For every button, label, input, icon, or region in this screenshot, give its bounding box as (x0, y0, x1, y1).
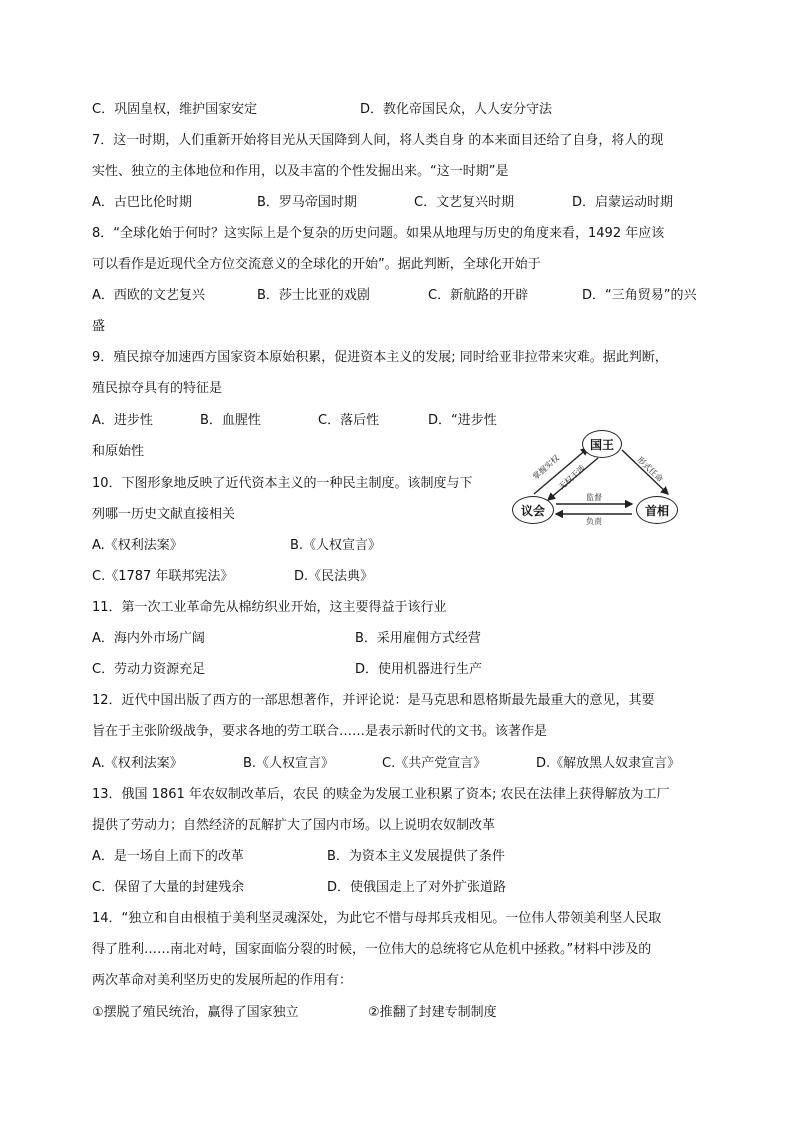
q11-option-a: A．海内外市场广阔 (92, 631, 205, 646)
q12-option-a: A.《权利法案》 (92, 756, 183, 771)
q9-option-d-continued: 和原始性 (92, 444, 145, 459)
q7-option-d: D．启蒙运动时期 (572, 195, 674, 210)
q8-option-a: A．西欧的文艺复兴 (92, 288, 205, 303)
constitutional-monarchy-diagram (512, 428, 704, 528)
q12-option-b: B.《人权宣言》 (243, 756, 335, 771)
q10-option-d: D.《民法典》 (294, 569, 374, 584)
q8-option-b: B．莎士比亚的戏剧 (257, 288, 370, 303)
q6-option-d: D．教化帝国民众，人人安分守法 (360, 102, 553, 117)
q9-option-b: B．血腥性 (200, 413, 261, 428)
label-hold-real-power: 掌握实权 (531, 453, 561, 482)
q11-option-b: B．采用雇佣方式经营 (355, 631, 481, 646)
q10-stem-line2: 列哪一历史文献直接相关 (92, 507, 236, 522)
q7-option-a: A．古巴比伦时期 (92, 195, 192, 210)
q14-statement-2: ②推翻了封建专制制度 (368, 1005, 497, 1020)
q8-stem-line1: 8．“全球化始于何时？这实际上是个复杂的历史问题。如果从地理与历史的角度来看，1492 年应该 (92, 226, 665, 241)
q7-stem-line1: 7．这一时期，人们重新开始将目光从天国降到人间，将人类自身 的本来面目还给了自身，将人的现 (92, 133, 664, 148)
q10-option-a: A.《权利法案》 (92, 538, 183, 553)
q9-stem-line1: 9．殖民掠夺加速西方国家资本原始积累，促进资本主义的发展; 同时给亚非拉带来灾难。据此判断， (92, 350, 668, 365)
node-parliament: 议会 (512, 496, 554, 524)
q10-option-b: B.《人权宣言》 (290, 538, 382, 553)
q13-option-a: A．是一场自上而下的改革 (92, 849, 244, 864)
q14-statement-1: ①摆脱了殖民统治，赢得了国家独立 (92, 1005, 299, 1020)
q11-stem: 11．第一次工业革命先从棉纺织业开始，这主要得益于该行业 (92, 600, 447, 615)
q6-option-c: C．巩固皇权，维护国家安定 (92, 102, 258, 117)
q8-stem-line2: 可以看作是近现代全方位交流意义的全球化的开始”。据此判断，全球化开始于 (92, 257, 541, 272)
q14-stem-line3: 两次革命对美利坚历史的发展所起的作用有： (92, 973, 353, 988)
node-king: 国王 (582, 430, 622, 458)
label-no-right-to-interfere: 无权干涉 (557, 463, 587, 492)
q14-stem-line1: 14．“独立和自由根植于美利坚灵魂深处，为此它不惜与母邦兵戎相见。一位伟人带领美利坚人民取 (92, 911, 662, 926)
q13-stem-line2: 提供了劳动力；自然经济的瓦解扩大了国内市场。以上说明农奴制改革 (92, 818, 496, 833)
q12-stem-line2: 旨在于主张阶级战争，要求各地的劳工联合……是表示新时代的文书。该著作是 (92, 724, 548, 739)
node-prime-minister: 首相 (636, 496, 678, 524)
label-supervise: 监督 (586, 493, 602, 502)
q8-option-d: D．“三角贸易”的兴 (582, 288, 697, 303)
q12-stem-line1: 12．近代中国出版了西方的一部思想著作，并评论说：是马克思和恩格斯最先最重大的意见，其要 (92, 693, 655, 708)
q14-stem-line2: 得了胜利……南北对峙，国家面临分裂的时候，一位伟大的总统将它从危机中拯救。”材料中涉及的 (92, 942, 652, 957)
q7-stem-line2: 实性、独立的主体地位和作用，以及丰富的个性发掘出来。“这一时期”是 (92, 164, 509, 179)
q7-option-b: B．罗马帝国时期 (257, 195, 357, 210)
q8-option-d-continued: 盛 (92, 319, 106, 334)
q8-option-c: C．新航路的开辟 (428, 288, 529, 303)
q9-option-c: C．落后性 (318, 413, 380, 428)
q13-option-d: D．使俄国走上了对外扩张道路 (327, 880, 507, 895)
q9-stem-line2: 殖民掠夺具有的特征是 (92, 381, 223, 396)
q12-option-d: D.《解放黑人奴隶宣言》 (536, 756, 681, 771)
q10-option-c: C.《1787 年联邦宪法》 (92, 569, 234, 584)
q11-option-c: C．劳动力资源充足 (92, 662, 206, 677)
q9-option-a: A．进步性 (92, 413, 153, 428)
q13-option-c: C．保留了大量的封建残余 (92, 880, 245, 895)
q13-stem-line1: 13．俄国 1861 年农奴制改革后，农民 的赎金为发展工业积累了资本; 农民在法律上获得解放为工厂 (92, 787, 670, 802)
q10-stem-line1: 10．下图形象地反映了近代资本主义的一种民主制度。该制度与下 (92, 476, 473, 491)
q11-option-d: D．使用机器进行生产 (355, 662, 483, 677)
q12-option-c: C.《共产党宣言》 (382, 756, 487, 771)
label-formal-appointment: 形式任命 (635, 455, 665, 484)
q7-option-c: C．文艺复兴时期 (414, 195, 515, 210)
q9-option-d: D．“进步性 (428, 413, 497, 428)
label-responsible: 负责 (586, 517, 602, 526)
q13-option-b: B．为资本主义发展提供了条件 (327, 849, 505, 864)
